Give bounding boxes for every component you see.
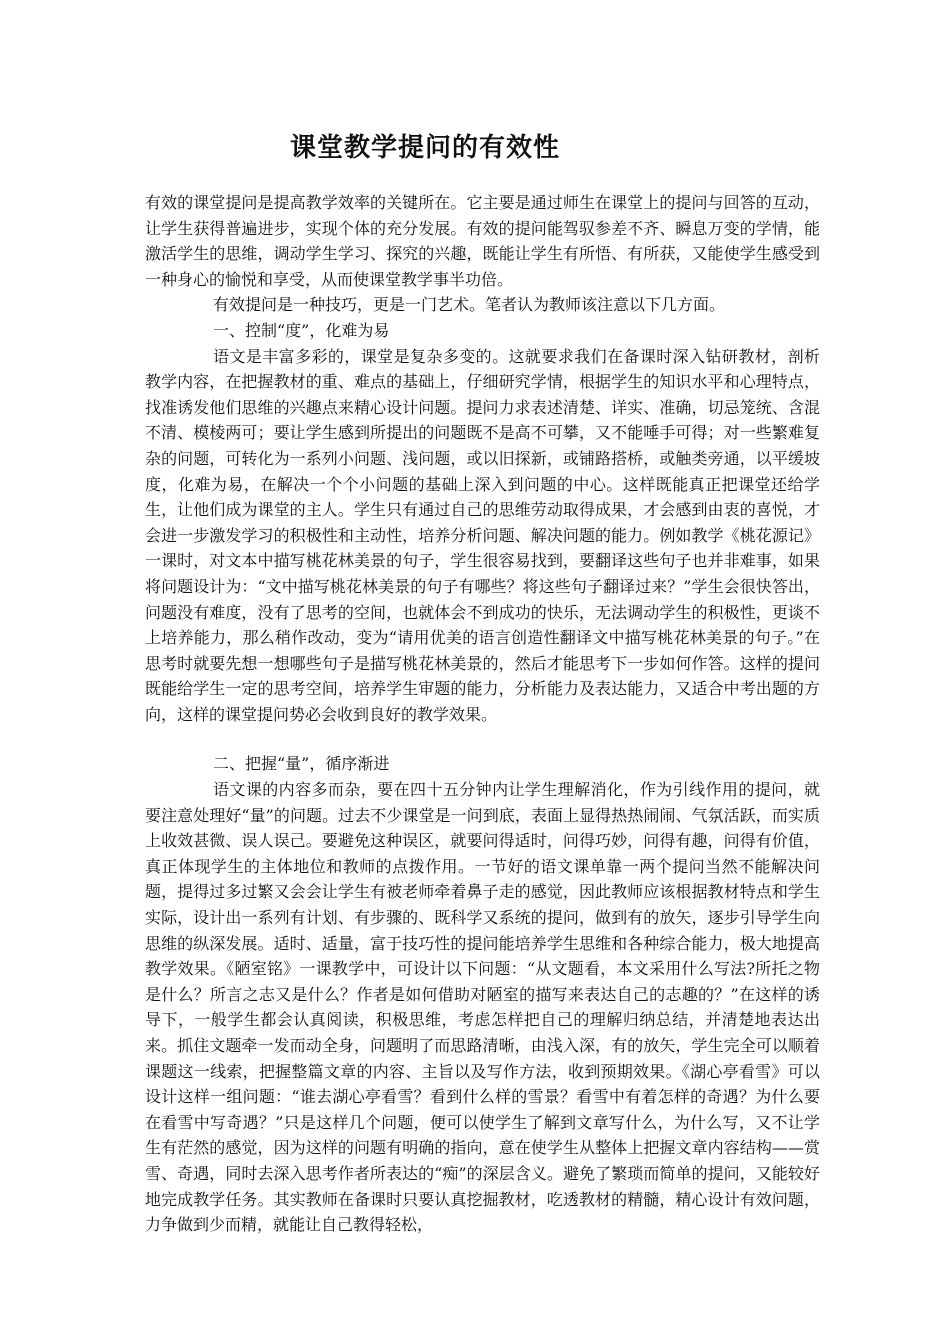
- paragraph-spacer: [145, 727, 820, 751]
- section-2-paragraph: 语文课的内容多而杂，要在四十五分钟内让学生理解消化，作为引线作用的提问，就要注意处理好“量”的问题。过去不少课堂是一问到底，表面上显得热热闹闹、气氛活跃，而实质上收效甚微、误人误己。要避免这种误区，就要问得适时，问得巧妙，问得有趣，问得有价值，真正体现学生的主体地位和教师的点拨作用。一节好的语文课单靠一两个提问当然不能解决问题，提得过多过繁又会会让学生有被老师牵着鼻子走的感觉，因此教师应该根据教材特点和学生实际，设计出一系列有计划、有步骤的、既科学又系统的提问，做到有的放矢，逐步引导学生向思维的纵深发展。适时、适量，富于技巧性的提问能培养学生思维和各种综合能力，极大地提高教学效果。《陋室铭》一课教学中，可设计以下问题：“从文题看，本文采用什么写法?所托之物是什么？所言之志又是什么？作者是如何借助对陋室的描写来表达自己的志趣的？”在这样的诱导下，一般学生都会认真阅读，积极思维，考虑怎样把自己的理解归纳总结，并清楚地表达出来。抓住文题牵一发而动全身，问题明了而思路清晰，由浅入深，有的放矢，学生完全可以顺着课题这一线索，把握整篇文章的内容、主旨以及写作方法，收到预期效果。《湖心亭看雪》可以设计这样一组问题：“谁去湖心亭看雪？看到什么样的雪景？看雪中有着怎样的奇遇？为什么要在看雪中写奇遇？”只是这样几个问题，便可以使学生了解到文章写什么，为什么写，又不让学生有茫然的感觉，因为这样的问题有明确的指向，意在使学生从整体上把握文章内容结构——赏雪、奇遇，同时去深入思考作者所表达的“痴”的深层含义。避免了繁琐而简单的提问，又能较好地完成教学任务。其实教师在备课时只要认真挖掘教材，吃透教材的精髓，精心设计有效问题，力争做到少而精，就能让自己教得轻松，: [145, 780, 820, 1235]
- intro-paragraph: 有效的课堂提问是提高教学效率的关键所在。它主要是通过师生在课堂上的提问与回答的互动，让学生获得普遍进步，实现个体的充分发展。有效的提问能驾驭参差不齐、瞬息万变的学情，能激活学生的思维，调动学生学习、探究的兴趣，既能让学生有所悟、有所获，又能使学生感受到一种身心的愉悦和享受，从而使课堂教学事半功倍。: [145, 193, 820, 289]
- document-title: 课堂教学提问的有效性: [289, 133, 560, 163]
- section-1-paragraph: 语文是丰富多彩的，课堂是复杂多变的。这就要求我们在备课时深入钻研教材，剖析教学内容，在把握教材的重、难点的基础上，仔细研究学情，根据学生的知识水平和心理特点，找准诱发他们思维的兴趣点来精心设计问题。提问力求表述清楚、详实、准确，切忌笼统、含混不清、模棱两可；要让学生感到所提出的问题既不是高不可攀，又不能唾手可得；对一些繁难复杂的问题，可转化为一系列小问题、浅问题，或以旧探新，或铺路搭桥，或触类旁通，以平缓坡度，化难为易，在解决一个个小问题的基础上深入到问题的中心。这样既能真正把课堂还给学生，让他们成为课堂的主人。学生只有通过自己的思维劳动取得成果，才会感到由衷的喜悦，才会进一步激发学习的积极性和主动性，培养分析问题、解决问题的能力。例如教学《桃花源记》一课时，对文本中描写桃花林美景的句子，学生很容易找到，要翻译这些句子也并非难事，如果将问题设计为：“文中描写桃花林美景的句子有哪些？将这些句子翻译过来？”学生会很快答出，问题没有难度，没有了思考的空间，也就体会不到成功的快乐，无法调动学生的积极性，更谈不上培养能力，那么稍作改动，变为“请用优美的语言创造性翻译文中描写桃花林美景的句子。”在思考时就要先想一想哪些句子是描写桃花林美景的，然后才能思考下一步如何作答。这样的提问既能给学生一定的思考空间，培养学生审题的能力，分析能力及表达能力，又适合中考出题的方向，这样的课堂提问势必会收到良好的教学效果。: [145, 346, 820, 724]
- document-body: [145, 190, 820, 1238]
- thesis-paragraph: 有效提问是一种技巧，更是一门艺术。笔者认为教师该注意以下几方面。: [213, 295, 726, 315]
- section-heading-2: 二、把握“量”，循序渐进: [213, 754, 390, 774]
- section-heading-1: 一、控制“度”，化难为易: [213, 320, 390, 340]
